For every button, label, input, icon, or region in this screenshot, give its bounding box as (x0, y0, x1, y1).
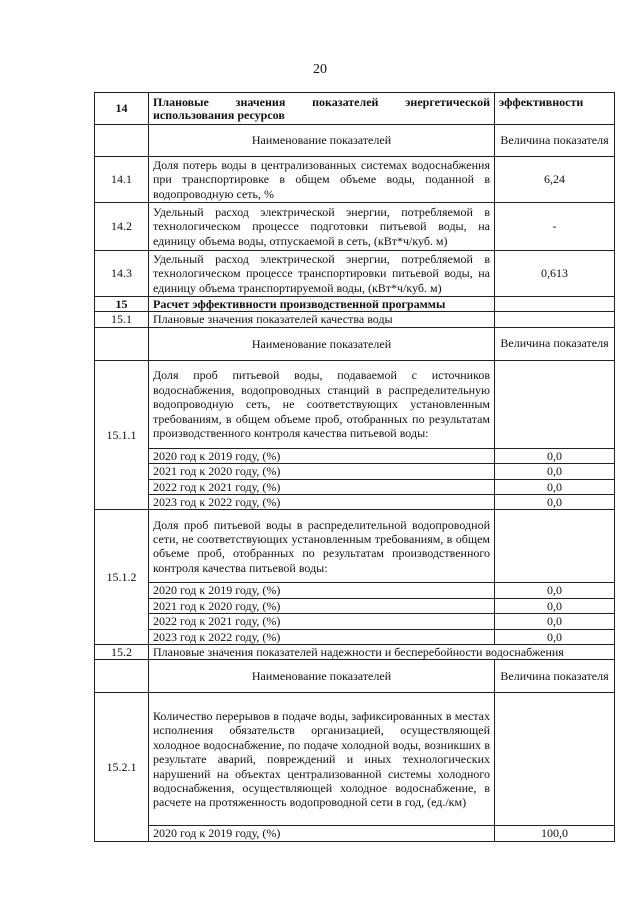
year-label: 2020 год к 2019 году, (%) (149, 826, 495, 841)
header-value: Величина показателя (495, 125, 615, 157)
year-value: 0,0 (495, 464, 615, 479)
row-text: Удельный расход электрической энергии, потребляемой в технологическом процессе транспортировки питьевой воды, на единицу объема транспортируемой воды, (кВт*ч/куб. м) (149, 251, 495, 297)
empty-cell (495, 693, 615, 826)
row-value: 0,613 (495, 251, 615, 297)
row-num: 14.3 (95, 251, 149, 297)
section-title: Плановые значения показателей энергетической использования ресурсов (149, 93, 495, 125)
year-row (95, 495, 615, 510)
section-title-cont: эффективности (495, 93, 615, 125)
section-title: Расчет эффективности производственной программы (149, 297, 495, 312)
indicators-table (94, 92, 615, 842)
subsection-num: 15.2 (95, 645, 149, 660)
year-label: 2022 год к 2021 году, (%) (149, 614, 495, 629)
header-name: Наименование показателей (149, 660, 495, 693)
year-value: 0,0 (495, 614, 615, 629)
year-row (95, 448, 615, 463)
year-label: 2023 год к 2022 году, (%) (149, 629, 495, 644)
empty-cell (95, 660, 149, 693)
year-row (95, 479, 615, 494)
year-row (95, 826, 615, 841)
row-text: Количество перерывов в подаче воды, зафиксированных в местах исполнения обязательств организацией, осуществляющей холодное водоснабжение, по подаче холодной воды, возникших в результате аварий, повреждений и иных технологических нарушений на объектах централизованной системы холодного водоснабжения, осуществляющей холодное водоснабжение, в расчете на протяженность водопроводной сети в год, (ед./км) (149, 693, 495, 826)
table-row (95, 251, 615, 297)
year-row (95, 598, 615, 613)
table-row (95, 510, 615, 583)
year-row (95, 464, 615, 479)
row-text: Доля проб питьевой воды в распределительной водопроводной сети, не соответствующих установленным требованиям, в общем объеме проб, отобранных по результатам производственного контроля качества питьевой воды: (149, 510, 495, 583)
subsection-15-2-row (95, 645, 615, 660)
year-value: 0,0 (495, 495, 615, 510)
section-14-header-row (95, 125, 615, 157)
year-value: 0,0 (495, 583, 615, 598)
header-name: Наименование показателей (149, 125, 495, 157)
year-row (95, 583, 615, 598)
row-text: Удельный расход электрической энергии, потребляемой в технологическом процессе подготовки питьевой воды, на единицу объема воды, отпускаемой в сеть, (кВт*ч/куб. м) (149, 203, 495, 251)
subsection-title: Плановые значения показателей надежности и бесперебойности водоснабжения (149, 645, 615, 660)
empty-cell (495, 312, 615, 327)
year-label: 2023 год к 2022 году, (%) (149, 495, 495, 510)
section-num: 14 (95, 93, 149, 125)
row-value: 6,24 (495, 157, 615, 203)
year-value: 100,0 (495, 826, 615, 841)
year-label: 2021 год к 2020 году, (%) (149, 598, 495, 613)
row-text: Доля потерь воды в централизованных системах водоснабжения при транспортировке в общем объеме воды, поданной в водопроводную сеть, % (149, 157, 495, 203)
year-value: 0,0 (495, 598, 615, 613)
row-num: 15.1.2 (95, 510, 149, 645)
section-15-1-header-row (95, 327, 615, 360)
subsection-num: 15.1 (95, 312, 149, 327)
table-row (95, 693, 615, 826)
year-value: 0,0 (495, 629, 615, 644)
empty-cell (95, 327, 149, 360)
row-num: 14.1 (95, 157, 149, 203)
row-value: - (495, 203, 615, 251)
header-value: Величина показателя (495, 660, 615, 693)
empty-cell (495, 510, 615, 583)
row-text: Доля проб питьевой воды, подаваемой с источников водоснабжения, водопроводных станций в распределительную водопроводную сеть, не соответствующих установленным требованиям, в общем объеме проб, отобранных по результатам производственного контроля качества питьевой воды: (149, 360, 495, 448)
year-label: 2020 год к 2019 году, (%) (149, 448, 495, 463)
table-row (95, 203, 615, 251)
empty-cell (495, 360, 615, 448)
subsection-title: Плановые значения показателей качества воды (149, 312, 495, 327)
page-number: 20 (313, 62, 327, 77)
empty-cell (95, 125, 149, 157)
year-row (95, 614, 615, 629)
header-value: Величина показателя (495, 327, 615, 360)
row-num: 14.2 (95, 203, 149, 251)
section-14-title-row (95, 93, 615, 125)
year-row (95, 629, 615, 644)
section-15-title-row (95, 297, 615, 312)
row-num: 15.2.1 (95, 693, 149, 841)
section-15-2-header-row (95, 660, 615, 693)
table-row (95, 360, 615, 448)
subsection-15-1-row (95, 312, 615, 327)
year-label: 2020 год к 2019 году, (%) (149, 583, 495, 598)
year-label: 2021 год к 2020 году, (%) (149, 464, 495, 479)
section-num: 15 (95, 297, 149, 312)
year-label: 2022 год к 2021 году, (%) (149, 479, 495, 494)
empty-cell (495, 297, 615, 312)
table-row (95, 157, 615, 203)
year-value: 0,0 (495, 479, 615, 494)
year-value: 0,0 (495, 448, 615, 463)
header-name: Наименование показателей (149, 327, 495, 360)
row-num: 15.1.1 (95, 360, 149, 510)
